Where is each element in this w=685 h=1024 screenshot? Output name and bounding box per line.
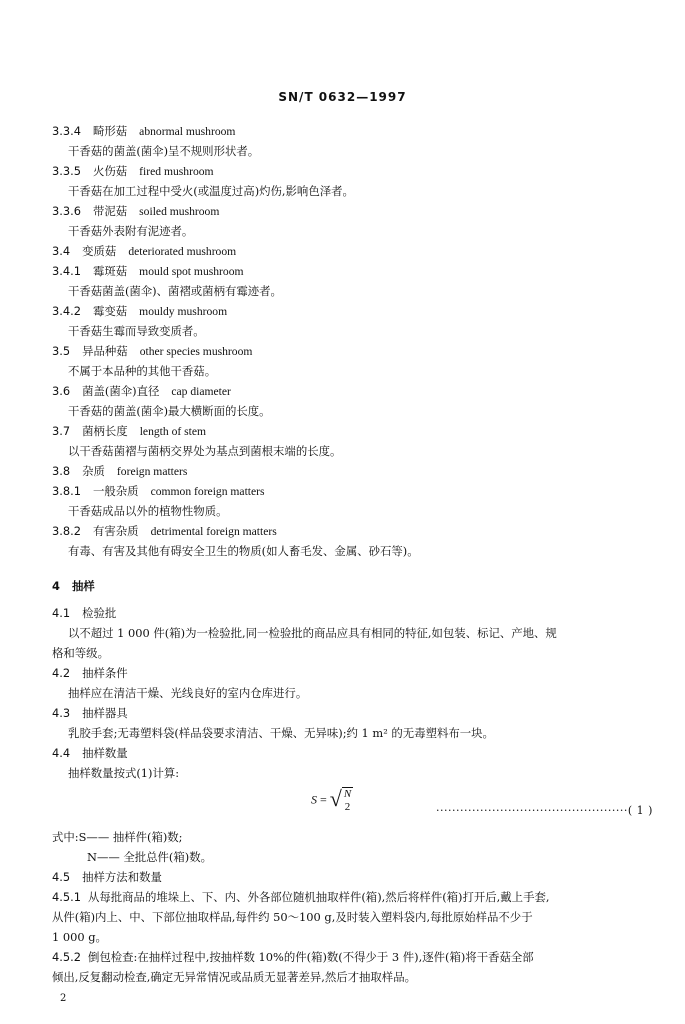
document-header: SN/T 0632—1997 (278, 90, 407, 104)
term-definition: 不属于本品种的其他干香菇。 (68, 364, 217, 378)
term-chinese: 畸形菇 (92, 124, 128, 138)
clause-4-2-heading (52, 666, 128, 680)
clause-4-3-heading (52, 706, 128, 720)
term-english: length of stem (139, 425, 207, 438)
term-entry (52, 164, 214, 179)
equation-label: ( 1 ) (627, 804, 653, 817)
paragraph-line: 抽样数量按式(1)计算: (68, 766, 180, 780)
term-number: 3.3.4 (52, 124, 81, 138)
term-definition: 干香菇在加工过程中受火(或温度过高)灼伤,影响色泽者。 (68, 184, 354, 198)
term-english: other species mushroom (139, 345, 253, 358)
clause-title: 抽样器具 (82, 706, 128, 720)
clause-number: 4.4 (52, 746, 71, 760)
term-english: mould spot mushroom (139, 265, 244, 278)
clause-number: 4.5.2 (52, 950, 81, 964)
term-entry (52, 524, 277, 539)
clause-title: 抽样数量 (82, 746, 128, 760)
section-number: 4 (52, 579, 60, 593)
term-definition: 以干香菇菌褶与菌柄交界处为基点到菌根末端的长度。 (68, 444, 342, 458)
term-number: 3.4 (52, 244, 71, 258)
where-line-1: 式中:S—— 抽样件(箱)数; (52, 830, 183, 844)
term-chinese: 有害杂质 (92, 524, 139, 538)
clause-4-5-1-line (52, 890, 549, 904)
term-chinese: 火伤菇 (92, 164, 128, 178)
clause-4-5-heading (52, 870, 162, 884)
term-entry (52, 304, 227, 319)
term-entry (52, 344, 252, 359)
term-english: soiled mushroom (139, 205, 220, 218)
section-4-heading (52, 579, 95, 593)
term-english: abnormal mushroom (139, 125, 236, 138)
paragraph-line: 1 000 g。 (52, 930, 107, 944)
clause-title: 抽样条件 (82, 666, 128, 680)
term-english: deteriorated mushroom (128, 245, 237, 258)
clause-4-5-2-line (52, 950, 534, 964)
clause-number: 4.5.1 (52, 890, 81, 904)
term-chinese: 异品种菇 (82, 344, 128, 358)
term-entry (52, 484, 265, 499)
formula-number (436, 804, 653, 817)
term-entry (52, 124, 235, 139)
term-number: 3.3.5 (52, 164, 81, 178)
clause-4-4-heading (52, 746, 128, 760)
paragraph-line: 倾出,反复翻动检查,确定无异常情况或品质无显著差异,然后才抽取样品。 (52, 970, 416, 984)
term-number: 3.5 (52, 344, 71, 358)
square-root-icon: √ (329, 785, 342, 811)
term-chinese: 杂质 (82, 464, 105, 478)
term-entry (52, 204, 219, 219)
term-definition: 有毒、有害及其他有碍安全卫生的物质(如人畜毛发、金属、砂石等)。 (68, 544, 419, 558)
clause-title: 抽样方法和数量 (82, 870, 162, 884)
clause-number: 4.5 (52, 870, 71, 884)
term-chinese: 菌柄长度 (82, 424, 128, 438)
term-number: 3.4.2 (52, 304, 81, 318)
formula-lhs: S (311, 792, 317, 807)
formula-fraction (342, 787, 353, 814)
clause-number: 4.3 (52, 706, 71, 720)
term-definition: 干香菇生霉而导致变质者。 (68, 324, 205, 338)
term-chinese: 霉斑菇 (92, 264, 128, 278)
term-entry (52, 424, 206, 439)
term-entry (52, 384, 231, 399)
term-chinese: 变质菇 (82, 244, 117, 258)
clause-number: 4.1 (52, 606, 71, 620)
term-english: mouldy mushroom (139, 305, 228, 318)
paragraph-line: 格和等级。 (52, 646, 109, 660)
term-english: cap diameter (171, 385, 231, 398)
term-english: detrimental foreign matters (150, 525, 277, 538)
term-number: 3.8.1 (52, 484, 81, 498)
term-entry (52, 264, 244, 279)
term-definition: 干香菇菌盖(菌伞)、菌褶或菌柄有霉迹者。 (68, 284, 282, 298)
paragraph-text: 倒包检查:在抽样过程中,按抽样数 10%的件(箱)数(不得少于 3 件),逐件(箱)将干香菇全部 (87, 950, 534, 964)
term-definition: 干香菇的菌盖(菌伞)最大横断面的长度。 (68, 404, 271, 418)
page-number: 2 (60, 993, 67, 1004)
section-title: 抽样 (71, 579, 95, 593)
term-number: 3.8.2 (52, 524, 81, 538)
term-entry (52, 464, 187, 479)
paragraph-line: 乳胶手套;无毒塑料袋(样品袋要求清洁、干燥、无异味);约 1 m² 的无毒塑料布一块。 (68, 726, 494, 740)
clause-number: 4.2 (52, 666, 71, 680)
formula-equals: = (320, 792, 327, 807)
term-definition: 干香菇外表附有泥迹者。 (68, 224, 194, 238)
term-number: 3.8 (52, 464, 71, 478)
term-english: fired mushroom (139, 165, 214, 178)
leader-dots: ················································ (436, 804, 628, 817)
formula-denominator: 2 (344, 801, 351, 813)
paragraph-line: 以不超过 1 000 件(箱)为一检验批,同一检验批的商品应具有相同的特征,如包装、标记、产地、规 (68, 626, 557, 640)
sample-size-formula (311, 787, 353, 814)
term-chinese: 一般杂质 (92, 484, 139, 498)
term-english: common foreign matters (150, 485, 265, 498)
formula-numerator: N (343, 788, 352, 800)
term-number: 3.3.6 (52, 204, 81, 218)
term-chinese: 霉变菇 (92, 304, 128, 318)
term-definition: 干香菇的菌盖(菌伞)呈不规则形状者。 (68, 144, 260, 158)
clause-4-1-heading (52, 606, 116, 620)
paragraph-line: 从件(箱)内上、中、下部位抽取样品,每件约 50～100 g,及时装入塑料袋内,每批原始样品不少于 (52, 910, 533, 924)
paragraph-line: 抽样应在清洁干燥、光线良好的室内仓库进行。 (68, 686, 308, 700)
term-entry (52, 244, 236, 259)
term-chinese: 带泥菇 (92, 204, 128, 218)
term-definition: 干香菇成品以外的植物性物质。 (68, 504, 228, 518)
term-number: 3.6 (52, 384, 71, 398)
term-chinese: 菌盖(菌伞)直径 (82, 384, 160, 398)
term-number: 3.7 (52, 424, 71, 438)
paragraph-text: 从每批商品的堆垛上、下、内、外各部位随机抽取样件(箱),然后将样件(箱)打开后,戴上手套, (87, 890, 550, 904)
term-english: foreign matters (116, 465, 188, 478)
term-number: 3.4.1 (52, 264, 81, 278)
where-line-2: N—— 全批总件(箱)数。 (87, 850, 212, 864)
clause-title: 检验批 (82, 606, 117, 620)
